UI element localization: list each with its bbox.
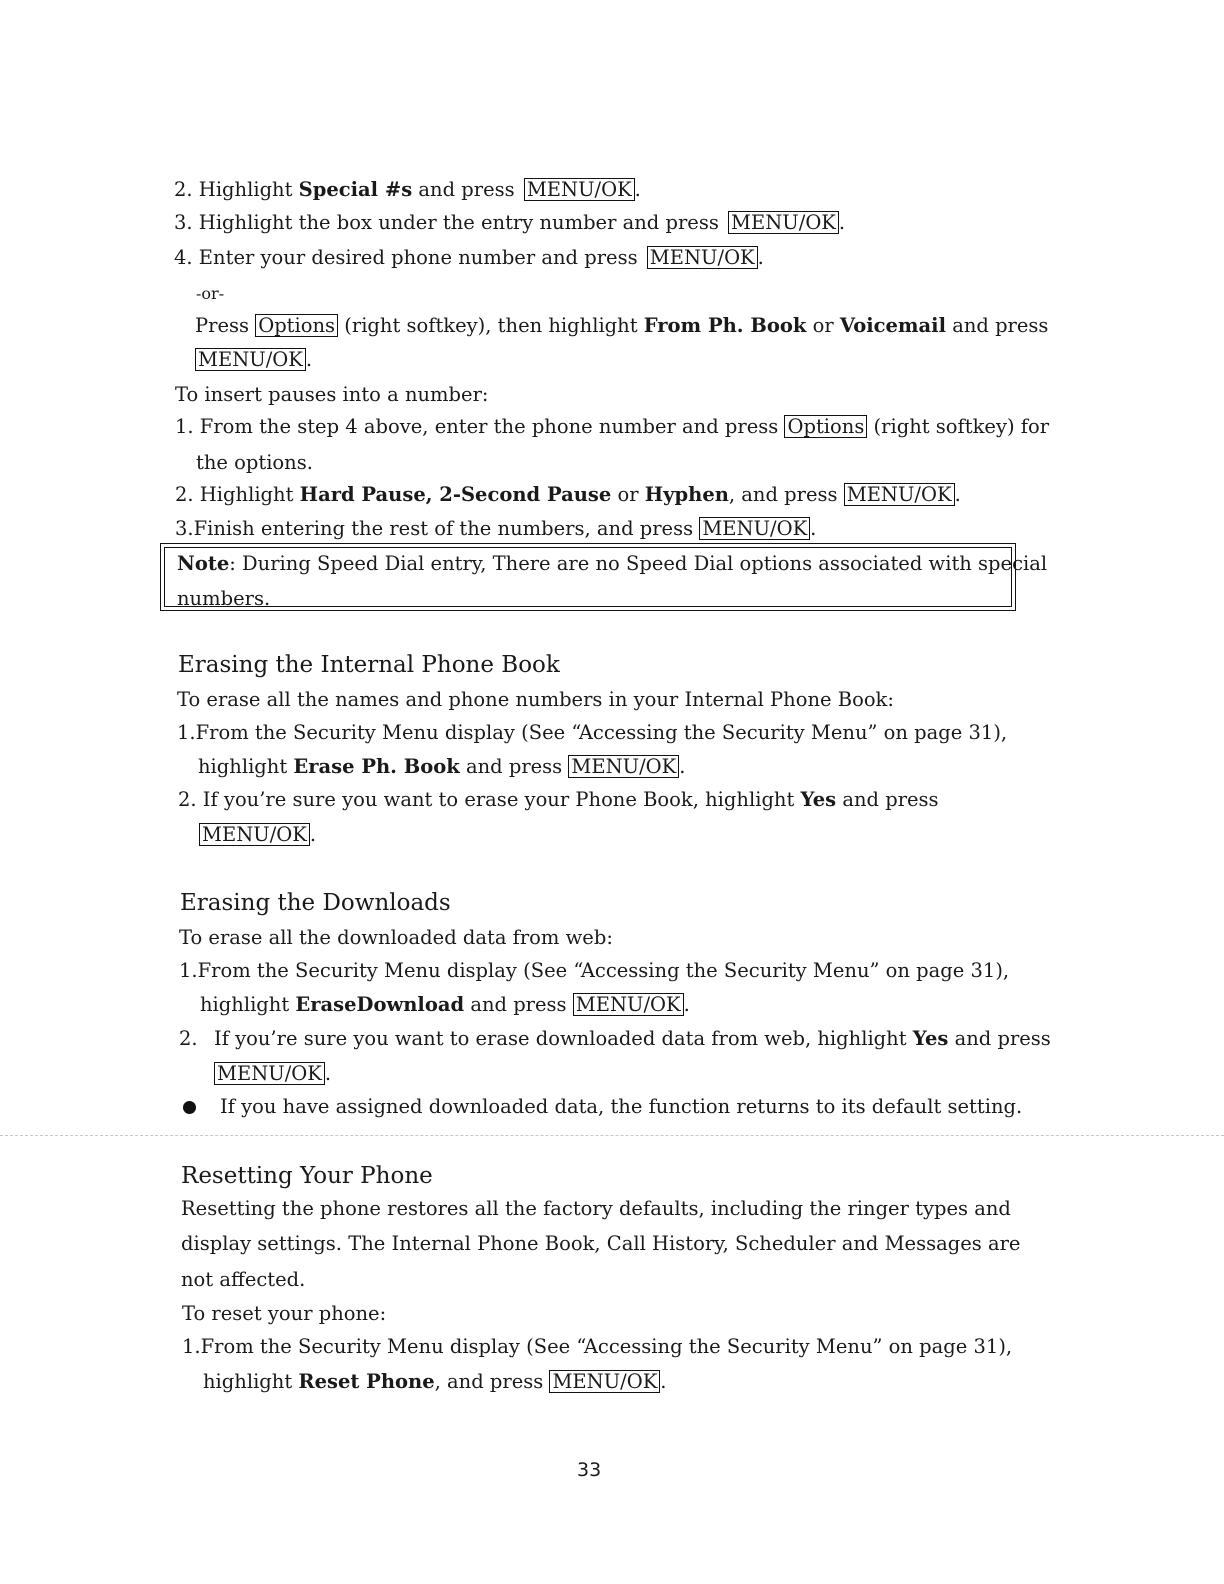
erase-downloads-step-2: If you’re sure you want to erase downloaded data from web, highlight Yes and press — [214, 1027, 1051, 1050]
erase-book-intro: To erase all the names and phone numbers in your Internal Phone Book: — [177, 688, 894, 711]
erase-book-step-1: 1.From the Security Menu display (See “Accessing the Security Menu” on page 31), — [177, 721, 1008, 744]
menu-ok-key: MENU/OK — [568, 755, 679, 778]
step-4: 4. Enter your desired phone number and press MENU/OK . — [174, 246, 764, 269]
note-line-1: Note: During Speed Dial entry, There are no Speed Dial options associated with special — [177, 552, 1048, 575]
pauses-step-2: 2. Highlight Hard Pause, 2-Second Pause or Hyphen, and press MENU/OK . — [175, 483, 961, 506]
menu-ok-key: MENU/OK — [549, 1370, 660, 1393]
erase-downloads-bullet-text: If you have assigned downloaded data, the function returns to its default setting. — [220, 1095, 1023, 1118]
erase-downloads-step-2-number: 2. — [179, 1027, 198, 1050]
reset-paragraph-line-3: not affected. — [181, 1268, 306, 1291]
erase-downloads-step-2-cont: MENU/OK . — [211, 1062, 331, 1086]
press-options-line: Press Options (right softkey), then highlight From Ph. Book or Voicemail and press — [195, 314, 1049, 337]
erase-downloads-step-1: 1.From the Security Menu display (See “Accessing the Security Menu” on page 31), — [179, 959, 1010, 982]
menu-ok-key: MENU/OK — [728, 211, 839, 234]
pauses-step-1-cont: the options. — [196, 451, 313, 474]
note-line-2: numbers. — [177, 587, 271, 610]
pauses-step-1: 1. From the step 4 above, enter the phone number and press Options (right softkey) for — [175, 415, 1050, 438]
reset-paragraph-line-1: Resetting the phone restores all the factory defaults, including the ringer types and — [181, 1197, 1011, 1220]
reset-paragraph-line-2: display settings. The Internal Phone Book, Call History, Scheduler and Messages are — [181, 1232, 1021, 1255]
pauses-step-3: 3.Finish entering the rest of the numbers, and press MENU/OK . — [175, 517, 817, 540]
heading-reset-phone: Resetting Your Phone — [181, 1163, 433, 1189]
step-2: 2. Highlight Special #s and press MENU/OK . — [174, 178, 641, 201]
erase-downloads-intro: To erase all the downloaded data from web: — [179, 926, 613, 949]
options-key: Options — [255, 314, 338, 337]
erase-book-step-1-cont: highlight Erase Ph. Book and press MENU/OK . — [198, 755, 686, 778]
page-number: 33 — [577, 1459, 602, 1481]
erase-book-step-2-cont: MENU/OK . — [196, 823, 316, 847]
reset-step-1: 1.From the Security Menu display (See “Accessing the Security Menu” on page 31), — [182, 1335, 1013, 1358]
bullet-icon — [183, 1101, 196, 1114]
reset-step-1-cont: highlight Reset Phone, and press MENU/OK . — [203, 1370, 667, 1393]
step-3: 3. Highlight the box under the entry number and press MENU/OK . — [174, 211, 846, 234]
menu-ok-key: MENU/OK — [524, 178, 635, 201]
menu-ok-key: MENU/OK — [647, 246, 758, 269]
menu-ok-key: MENU/OK — [195, 348, 306, 371]
pauses-intro: To insert pauses into a number: — [175, 383, 489, 406]
options-key: Options — [784, 415, 867, 438]
scan-divider — [0, 1135, 1224, 1136]
erase-downloads-step-1-cont: highlight EraseDownload and press MENU/OK . — [200, 993, 690, 1016]
menu-ok-key: MENU/OK — [199, 823, 310, 846]
heading-erase-phone-book: Erasing the Internal Phone Book — [178, 652, 560, 678]
reset-intro: To reset your phone: — [182, 1302, 387, 1325]
press-options-line-2: MENU/OK . — [192, 348, 312, 372]
heading-erase-downloads: Erasing the Downloads — [180, 890, 451, 916]
erase-book-step-2: 2. If you’re sure you want to erase your Phone Book, highlight Yes and press — [178, 788, 939, 811]
menu-ok-key: MENU/OK — [699, 517, 810, 540]
menu-ok-key: MENU/OK — [573, 993, 684, 1016]
or-separator: -or- — [196, 284, 225, 303]
menu-ok-key: MENU/OK — [214, 1062, 325, 1085]
menu-ok-key: MENU/OK — [844, 483, 955, 506]
